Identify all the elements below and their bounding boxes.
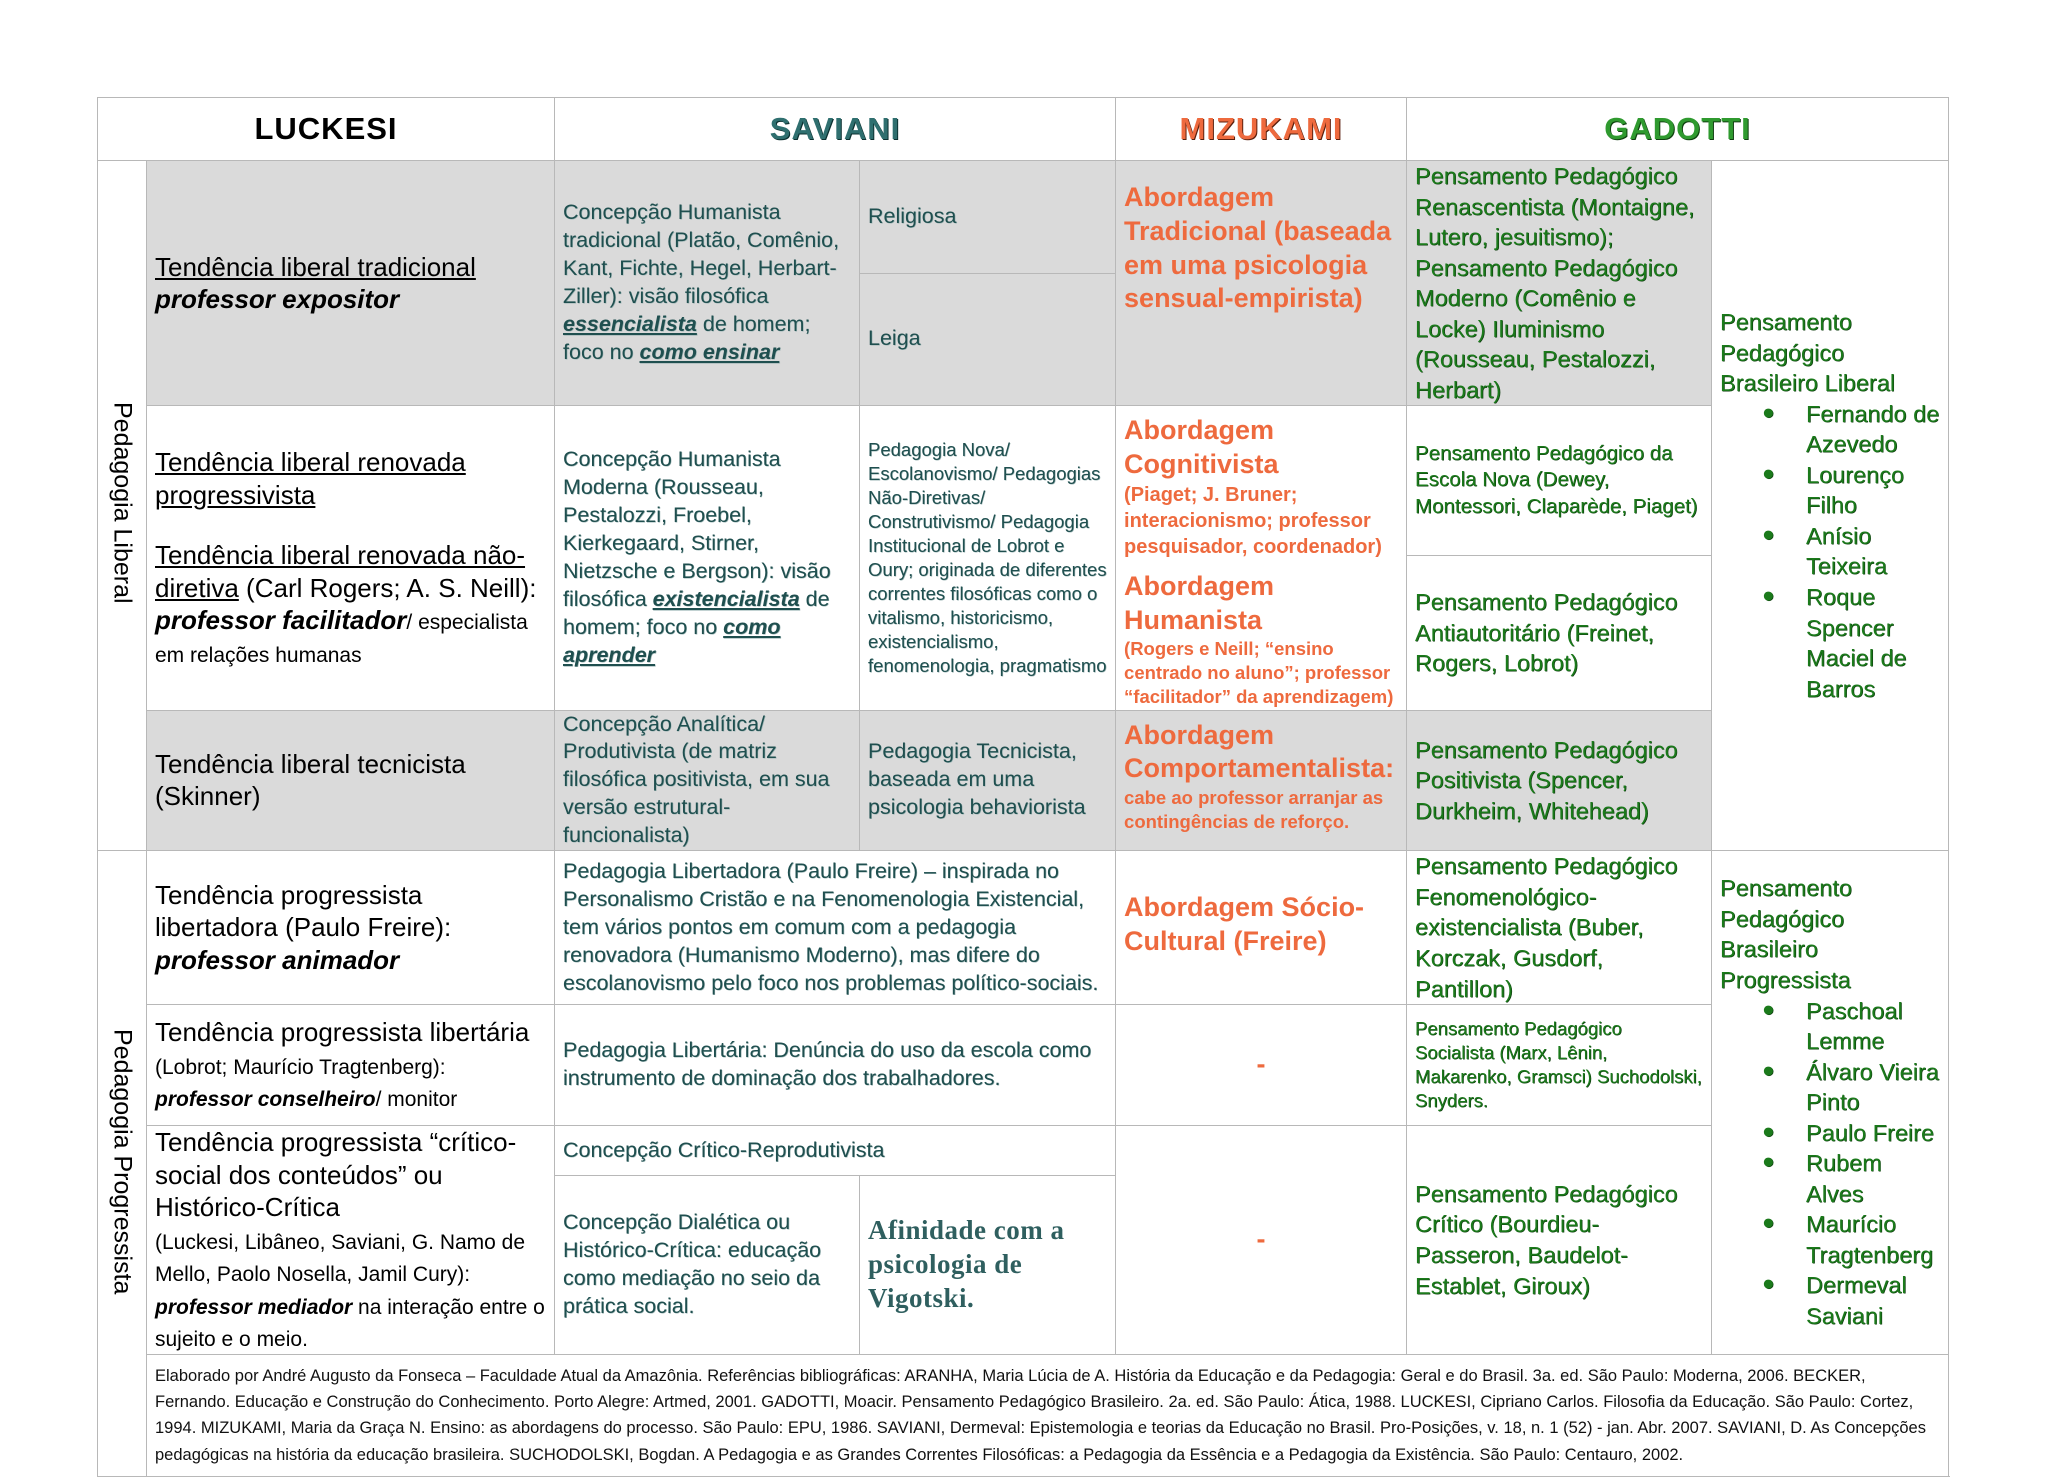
gadotti-liberal-item: ● Fernando de Azevedo bbox=[1806, 399, 1940, 460]
group-label-progressista bbox=[98, 851, 147, 1477]
mizukami-cognitivista-sub: (Piaget; J. Bruner; interacionismo; professor pesquisador, coordenador) bbox=[1124, 483, 1382, 558]
saviani-dialetica: Concepção Dialética ou Histórico-Crítica: educação como mediação no seio da prática social. bbox=[555, 1176, 860, 1355]
gadotti-renascentista: Pensamento Pedagógico Renascentista (Montaigne, Lutero, jesuitismo); Pensamento Pedagógico Moderno (Comênio e Locke) Iluminismo (Rousseau, Pestalozzi, Herbart) bbox=[1407, 161, 1712, 406]
saviani-como-ensinar: como ensinar bbox=[639, 340, 780, 365]
luckesi-renovada-nd-extra: / especialista em relações humanas bbox=[155, 611, 528, 667]
luckesi-renovada-nd-authors: (Carl Rogers; A. S. Neill): bbox=[238, 572, 537, 603]
gadotti-prog-item: ● Paulo Freire bbox=[1806, 1118, 1940, 1149]
gadotti-antiautoritario: Pensamento Pedagógico Antiautoritário (Freinet, Rogers, Lobrot) bbox=[1407, 556, 1712, 710]
saviani-leiga: Leiga bbox=[860, 273, 1116, 406]
saviani-libertadora: Pedagogia Libertadora (Paulo Freire) – inspirada no Personalismo Cristão e na Fenomenologia Existencial, tem vários pontos em comum com a pedagogia renovadora (Humanismo Moderno), mas difere do escolanovismo pelo foco nos problemas político-sociais. bbox=[555, 851, 1116, 1005]
pedagogy-comparison-chart bbox=[97, 97, 1948, 1477]
luckesi-libertaria-title: Tendência progressista libertária bbox=[155, 1017, 530, 1048]
saviani-como-aprender: como aprender bbox=[563, 614, 781, 667]
mizukami-tradicional: Abordagem Tradicional (baseada em uma psicologia sensual-empirista) bbox=[1116, 161, 1407, 406]
luckesi-renovada-cell bbox=[147, 406, 555, 710]
saviani-existencialista: existencialista bbox=[652, 586, 800, 611]
gadotti-positivista: Pensamento Pedagógico Positivista (Spencer, Durkheim, Whitehead) bbox=[1407, 710, 1712, 851]
gadotti-liberal-list bbox=[1720, 399, 1940, 704]
saviani-tecnicista: Pedagogia Tecnicista, baseada em uma psicologia behaviorista bbox=[860, 710, 1116, 851]
gadotti-liberal-item: ● Roque Spencer Maciel de Barros bbox=[1806, 582, 1940, 704]
mizukami-dash-libertaria: - bbox=[1116, 1005, 1407, 1126]
mizukami-socio-cultural: Abordagem Sócio-Cultural (Freire) bbox=[1116, 851, 1407, 1005]
gadotti-liberal-item: ● Anísio Teixeira bbox=[1806, 521, 1940, 582]
gadotti-liberal-item: ● Lourenço Filho bbox=[1806, 460, 1940, 521]
luckesi-critico-role: professor mediador bbox=[155, 1295, 353, 1319]
luckesi-libertadora-role: professor animador bbox=[155, 944, 400, 975]
saviani-humanista-mod-mid: de homem; foco no bbox=[563, 586, 830, 639]
mizukami-humanista-sub: (Rogers e Neill; “ensino centrado no aluno”; professor “facilitador” da aprendizagem) bbox=[1124, 638, 1394, 708]
group-label-liberal bbox=[98, 161, 147, 851]
saviani-humanista-mod-text: Concepção Humanista Moderna (Rousseau, Pestalozzi, Froebel, Kierkegaard, Stirner, Nietzsche e Bergson): visão filosófica bbox=[563, 447, 831, 611]
header-luckesi: LUCKESI bbox=[98, 98, 555, 161]
luckesi-tradicional-cell bbox=[147, 161, 555, 406]
luckesi-libertadora-text: Tendência progressista libertadora (Paulo Freire): bbox=[155, 879, 452, 943]
luckesi-libertaria-role: professor conselheiro bbox=[155, 1088, 376, 1112]
saviani-pedagogia-nova: Pedagogia Nova/ Escolanovismo/ Pedagogias Não-Diretivas/ Construtivismo/ Pedagogia Institucional de Lobrot e Oury; originada de diferentes correntes filosóficas como o vitalismo, historicismo, existencialismo, fenomenologia, pragmatismo bbox=[860, 406, 1116, 710]
comparison-table bbox=[97, 97, 1949, 1477]
mizukami-cognitivista-humanista bbox=[1116, 406, 1407, 710]
saviani-libertaria: Pedagogia Libertária: Denúncia do uso da escola como instrumento de dominação dos trabalhadores. bbox=[555, 1005, 1116, 1126]
mizukami-dash-critico: - bbox=[1116, 1126, 1407, 1355]
luckesi-tradicional-title: Tendência liberal tradicional bbox=[155, 251, 476, 282]
luckesi-critico-extra: na interação entre o sujeito e o meio. bbox=[155, 1295, 545, 1352]
gadotti-progressista-list bbox=[1720, 996, 1940, 1332]
gadotti-prog-item: ● Maurício Tragtenberg bbox=[1806, 1209, 1940, 1270]
saviani-humanista-trad-mid: de homem; foco no bbox=[563, 312, 811, 365]
mizukami-humanista-title: Abordagem Humanista bbox=[1124, 570, 1275, 635]
saviani-critico-reprodutivista: Concepção Crítico-Reprodutivista bbox=[555, 1126, 1116, 1176]
header-mizukami: MIZUKAMI bbox=[1116, 98, 1407, 161]
gadotti-prog-item: ● Dermeval Saviani bbox=[1806, 1270, 1940, 1331]
luckesi-libertaria-authors: (Lobrot; Maurício Tragtenberg): bbox=[155, 1055, 446, 1079]
header-gadotti: GADOTTI bbox=[1407, 98, 1949, 161]
luckesi-renovada-progressivista: Tendência liberal renovada progressivista bbox=[155, 447, 466, 510]
gadotti-prog-item: ● Rubem Alves bbox=[1806, 1148, 1940, 1209]
header-saviani: SAVIANI bbox=[555, 98, 1116, 161]
group-progressista-text: Pedagogia Progressista bbox=[108, 1028, 137, 1294]
saviani-religiosa: Religiosa bbox=[860, 161, 1116, 274]
mizukami-comport-title: Abordagem Comportamentalista: bbox=[1124, 719, 1395, 784]
luckesi-renovada-nd-role: professor facilitador bbox=[155, 605, 407, 636]
luckesi-libertaria bbox=[147, 1005, 555, 1126]
gadotti-brasileiro-liberal-title: Pensamento Pedagógico Brasileiro Liberal bbox=[1720, 309, 1896, 397]
luckesi-renovada-nao-diretiva-title: Tendência liberal renovada não-diretiva bbox=[155, 540, 526, 603]
luckesi-critico-authors: (Luckesi, Libâneo, Saviani, G. Namo de Mello, Paolo Nosella, Jamil Cury): bbox=[155, 1230, 526, 1287]
saviani-humanista-moderna bbox=[555, 406, 860, 710]
gadotti-prog-item: ● Álvaro Vieira Pinto bbox=[1806, 1057, 1940, 1118]
gadotti-escola-nova: Pensamento Pedagógico da Escola Nova (Dewey, Montessori, Claparède, Piaget) bbox=[1407, 406, 1712, 556]
gadotti-fenomenologico: Pensamento Pedagógico Fenomenológico-existencialista (Buber, Korczak, Gusdorf, Pantillon) bbox=[1407, 851, 1712, 1005]
gadotti-brasileiro-progressista bbox=[1712, 851, 1949, 1355]
saviani-humanista-tradicional bbox=[555, 161, 860, 406]
luckesi-critico-social bbox=[147, 1126, 555, 1355]
gadotti-critico: Pensamento Pedagógico Crítico (Bourdieu-Passeron, Baudelot-Establet, Giroux) bbox=[1407, 1126, 1712, 1355]
gadotti-prog-item: ● Paschoal Lemme bbox=[1806, 996, 1940, 1057]
mizukami-comportamentalista bbox=[1116, 710, 1407, 851]
gadotti-socialista: Pensamento Pedagógico Socialista (Marx, Lênin, Makarenko, Gramsci) Suchodolski, Snyders. bbox=[1407, 1005, 1712, 1126]
luckesi-tecnicista: Tendência liberal tecnicista (Skinner) bbox=[147, 710, 555, 851]
gadotti-brasileiro-prog-title: Pensamento Pedagógico Brasileiro Progressista bbox=[1720, 875, 1852, 993]
saviani-analitica: Concepção Analítica/ Produtivista (de matriz filosófica positivista, em sua versão estrutural-funcionalista) bbox=[555, 710, 860, 851]
luckesi-tradicional-role: professor expositor bbox=[155, 284, 400, 315]
group-liberal-text: Pedagogia Liberal bbox=[108, 402, 137, 604]
saviani-essencialista: essencialista bbox=[563, 312, 697, 337]
saviani-vigotski: Afinidade com a psicologia de Vigotski. bbox=[860, 1176, 1116, 1355]
luckesi-critico-title: Tendência progressista “crítico-social dos conteúdos” ou Histórico-Crítica bbox=[155, 1127, 517, 1223]
gadotti-brasileiro-liberal bbox=[1712, 161, 1949, 851]
mizukami-cognitivista-title: Abordagem Cognitivista bbox=[1124, 415, 1279, 480]
saviani-humanista-trad-text: Concepção Humanista tradicional (Platão, Comênio, Kant, Fichte, Hegel, Herbart-Ziller): visão filosófica bbox=[563, 200, 840, 309]
mizukami-comport-sub: cabe ao professor arranjar as contingências de reforço. bbox=[1124, 787, 1384, 833]
luckesi-libertaria-extra: / monitor bbox=[375, 1088, 458, 1112]
references-footer: Elaborado por André Augusto da Fonseca – Faculdade Atual da Amazônia. Referências bibliográficas: ARANHA, Maria Lúcia de A. História da Educação e da Pedagogia: Geral e do Brasil. 3a. ed. São Paulo: Moderna, 2006. BECKER, Fernando. Educação e Construção do Conhecimento. Porto Alegre: Artmed, 2001. GADOTTI, Moacir. Pensamento Pedagógico Brasileiro. 2a. ed. São Paulo: Ática, 1988. LUCKESI, Cipriano Carlos. Filosofia da Educação. São Paulo: Cortez, 1994. MIZUKAMI, Maria da Graça N. Ensino: as abordagens do processo. São Paulo: EPU, 1986. SAVIANI, Dermeval: Epistemologia e teorias da Educação no Brasil. Pro-Posições, v. 18, n. 1 (52) - jan. Abr. 2007. SAVIANI, D. As Concepções pedagógicas na história da educação brasileira. SUCHODOLSKI, Bogdan. A Pedagogia e as Grandes Correntes Filosóficas: a Pedagogia da Essência e a Pedagogia da Existência. São Paulo: Centauro, 2002. bbox=[147, 1354, 1949, 1477]
luckesi-libertadora bbox=[147, 851, 555, 1005]
